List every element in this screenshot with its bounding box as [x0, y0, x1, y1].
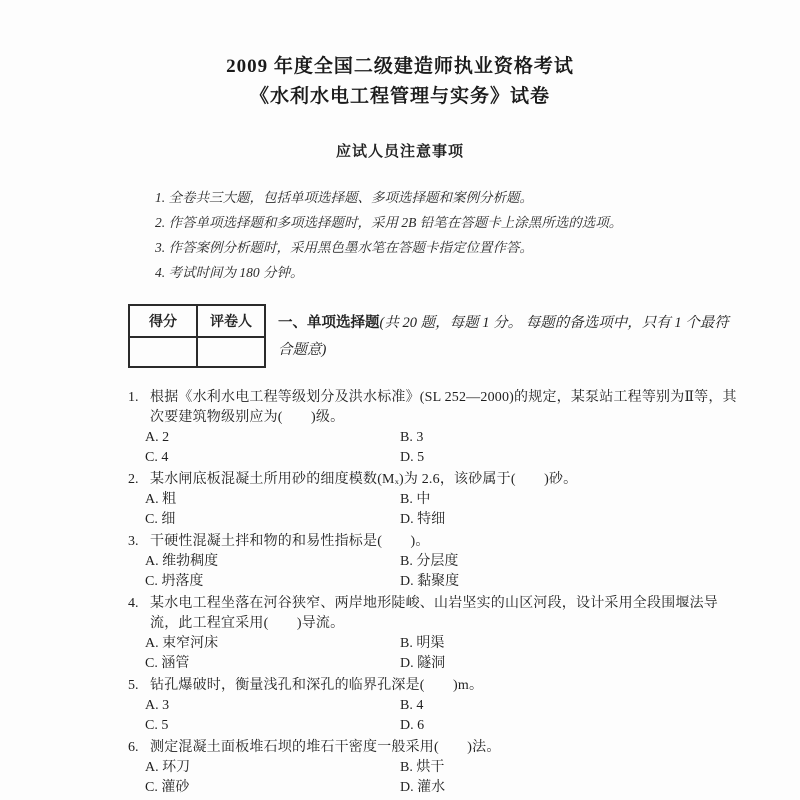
question-number: 3. — [128, 534, 139, 549]
option-grid — [145, 552, 742, 592]
option-c: C. 灌砂 — [145, 780, 190, 795]
question-number: 6. — [128, 740, 139, 755]
option-d: D. 5 — [400, 450, 425, 465]
notice-item-2: 2. 作答单项选择题和多项选择题时，采用 2B 铅笔在答题卡上涂黑所选的选项。 — [155, 215, 623, 230]
question-4 — [128, 594, 742, 674]
question-number: 1. — [128, 390, 139, 405]
option-d: D. 灌水 — [400, 780, 446, 795]
score-header-cell: 得分 — [129, 305, 197, 337]
section-header — [278, 304, 742, 364]
option-c: C. 坍落度 — [145, 574, 204, 589]
option-c: C. 细 — [145, 512, 176, 527]
section-row — [128, 304, 742, 368]
question-1 — [128, 388, 742, 468]
option-a: A. 粗 — [145, 492, 177, 507]
option-b: B. 3 — [400, 430, 424, 445]
grader-value-cell — [197, 337, 265, 367]
option-c: C. 5 — [145, 718, 169, 733]
option-a: A. 维勃稠度 — [145, 554, 219, 569]
option-grid — [145, 428, 742, 468]
option-b: B. 分层度 — [400, 554, 459, 569]
option-d: D. 6 — [400, 718, 425, 733]
option-grid — [145, 696, 742, 736]
notice-heading: 应试人员注意事项 — [335, 144, 464, 160]
page-content — [128, 185, 742, 798]
option-d: D. 黏聚度 — [400, 574, 460, 589]
question-text: 测定混凝土面板堆石坝的堆石干密度一般采用( )法。 — [150, 740, 501, 755]
option-c: C. 4 — [145, 450, 169, 465]
question-number: 2. — [128, 472, 139, 487]
question-6 — [128, 738, 742, 798]
option-b: B. 明渠 — [400, 636, 445, 651]
notice-item-3: 3. 作答案例分析题时，采用黑色墨水笔在答题卡指定位置作答。 — [155, 240, 533, 255]
option-a: A. 环刀 — [145, 760, 191, 775]
option-d: D. 隧洞 — [400, 656, 446, 671]
section-title: 一、单项选择题 — [278, 315, 380, 331]
option-a: A. 3 — [145, 698, 170, 713]
option-a: A. 束窄河床 — [145, 636, 219, 651]
exam-title-line2: 《水利水电工程管理与实务》试卷 — [249, 86, 550, 107]
option-c: C. 涵管 — [145, 656, 190, 671]
option-d: D. 特细 — [400, 512, 446, 527]
question-5 — [128, 676, 742, 736]
notice-item-4: 4. 考试时间为 180 分钟。 — [155, 265, 304, 280]
exam-title-line1: 2009 年度全国二级建造师执业资格考试 — [226, 56, 574, 77]
option-b: B. 4 — [400, 698, 424, 713]
option-a: A. 2 — [145, 430, 170, 445]
option-grid — [145, 758, 742, 798]
question-3 — [128, 532, 742, 592]
question-text: 某水闸底板混凝土所用砂的细度模数(Mₓ)为 2.6，该砂属于( )砂。 — [150, 472, 578, 487]
grader-header-cell: 评卷人 — [197, 305, 265, 337]
option-grid — [145, 490, 742, 530]
question-text: 某水电工程坐落在河谷狭窄、两岸地形陡峻、山岩坚实的山区河段，设计采用全段围堰法导流，此工程宜采用( )导流。 — [150, 596, 718, 631]
question-number: 4. — [128, 596, 139, 611]
option-b: B. 烘干 — [400, 760, 445, 775]
question-2 — [128, 470, 742, 530]
notice-list — [128, 185, 742, 285]
section-description: (共 20 题，每题 1 分。 每题的备选项中，只有 1 个最符合题意) — [278, 315, 729, 358]
option-b: B. 中 — [400, 492, 431, 507]
question-list — [128, 388, 742, 798]
score-table — [128, 304, 266, 368]
option-grid — [145, 634, 742, 674]
question-number: 5. — [128, 678, 139, 693]
score-value-cell — [129, 337, 197, 367]
question-text: 干硬性混凝土拌和物的和易性指标是( )。 — [150, 534, 430, 549]
question-text: 钻孔爆破时，衡量浅孔和深孔的临界孔深是( )m。 — [150, 678, 484, 693]
notice-item-1: 1. 全卷共三大题，包括单项选择题、多项选择题和案例分析题。 — [155, 190, 533, 205]
question-text: 根据《水利水电工程等级划分及洪水标准》(SL 252—2000)的规定，某泵站工程等别为Ⅱ等，其次要建筑物级别应为( )级。 — [150, 390, 737, 425]
